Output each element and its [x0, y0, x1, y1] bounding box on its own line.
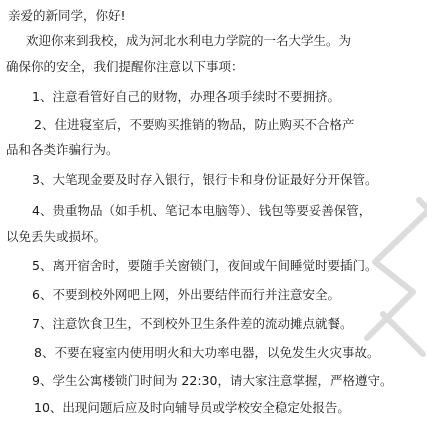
notice-item-2: 2、住进寝室后，不要购买推销的物品，防止购买不合格产 [34, 117, 355, 132]
notice-item-3: 3、大笔现金要及时存入银行，银行卡和身份证最好分开保管。 [32, 172, 378, 187]
notice-item-7: 7、注意饮食卫生，不到校外卫生条件差的流动摊点就餐。 [32, 316, 353, 331]
notice-item-8: 8、不要在寝室内使用明火和大功率电器，以免发生火灾事故。 [34, 345, 380, 360]
notice-item-5: 5、离开宿舍时，要随手关窗锁门，夜间或午间睡觉时要插门。 [32, 258, 378, 273]
intro-line-2: 确保你的安全，我们提醒你注意以下事项： [6, 59, 244, 74]
notice-item-1: 1、注意看管好自己的财物，办理各项手续时不要拥挤。 [32, 89, 340, 104]
notice-item-6: 6、不要到校外网吧上网，外出要结伴而行并注意安全。 [32, 287, 340, 302]
watermark-icon [353, 196, 427, 366]
notice-item-4: 4、贵重物品（如手机、笔记本电脑等）、钱包等要妥善保管， [32, 203, 372, 218]
notice-item-9: 9、学生公寓楼锁门时间为 22:30，请大家注意掌握，严格遵守。 [32, 373, 393, 388]
greeting-line: 亲爱的新同学，你好! [8, 8, 126, 23]
intro-line-1: 欢迎你来到我校，成为河北水利电力学院的一名大学生。为 [26, 33, 352, 48]
notice-item-4-continued: 以免丢失或损坏。 [6, 229, 107, 244]
notice-item-2-continued: 品和各类诈骗行为。 [6, 142, 119, 157]
notice-item-10: 10、出现问题后应及时向辅导员或学校安全稳定处报告。 [34, 400, 350, 415]
